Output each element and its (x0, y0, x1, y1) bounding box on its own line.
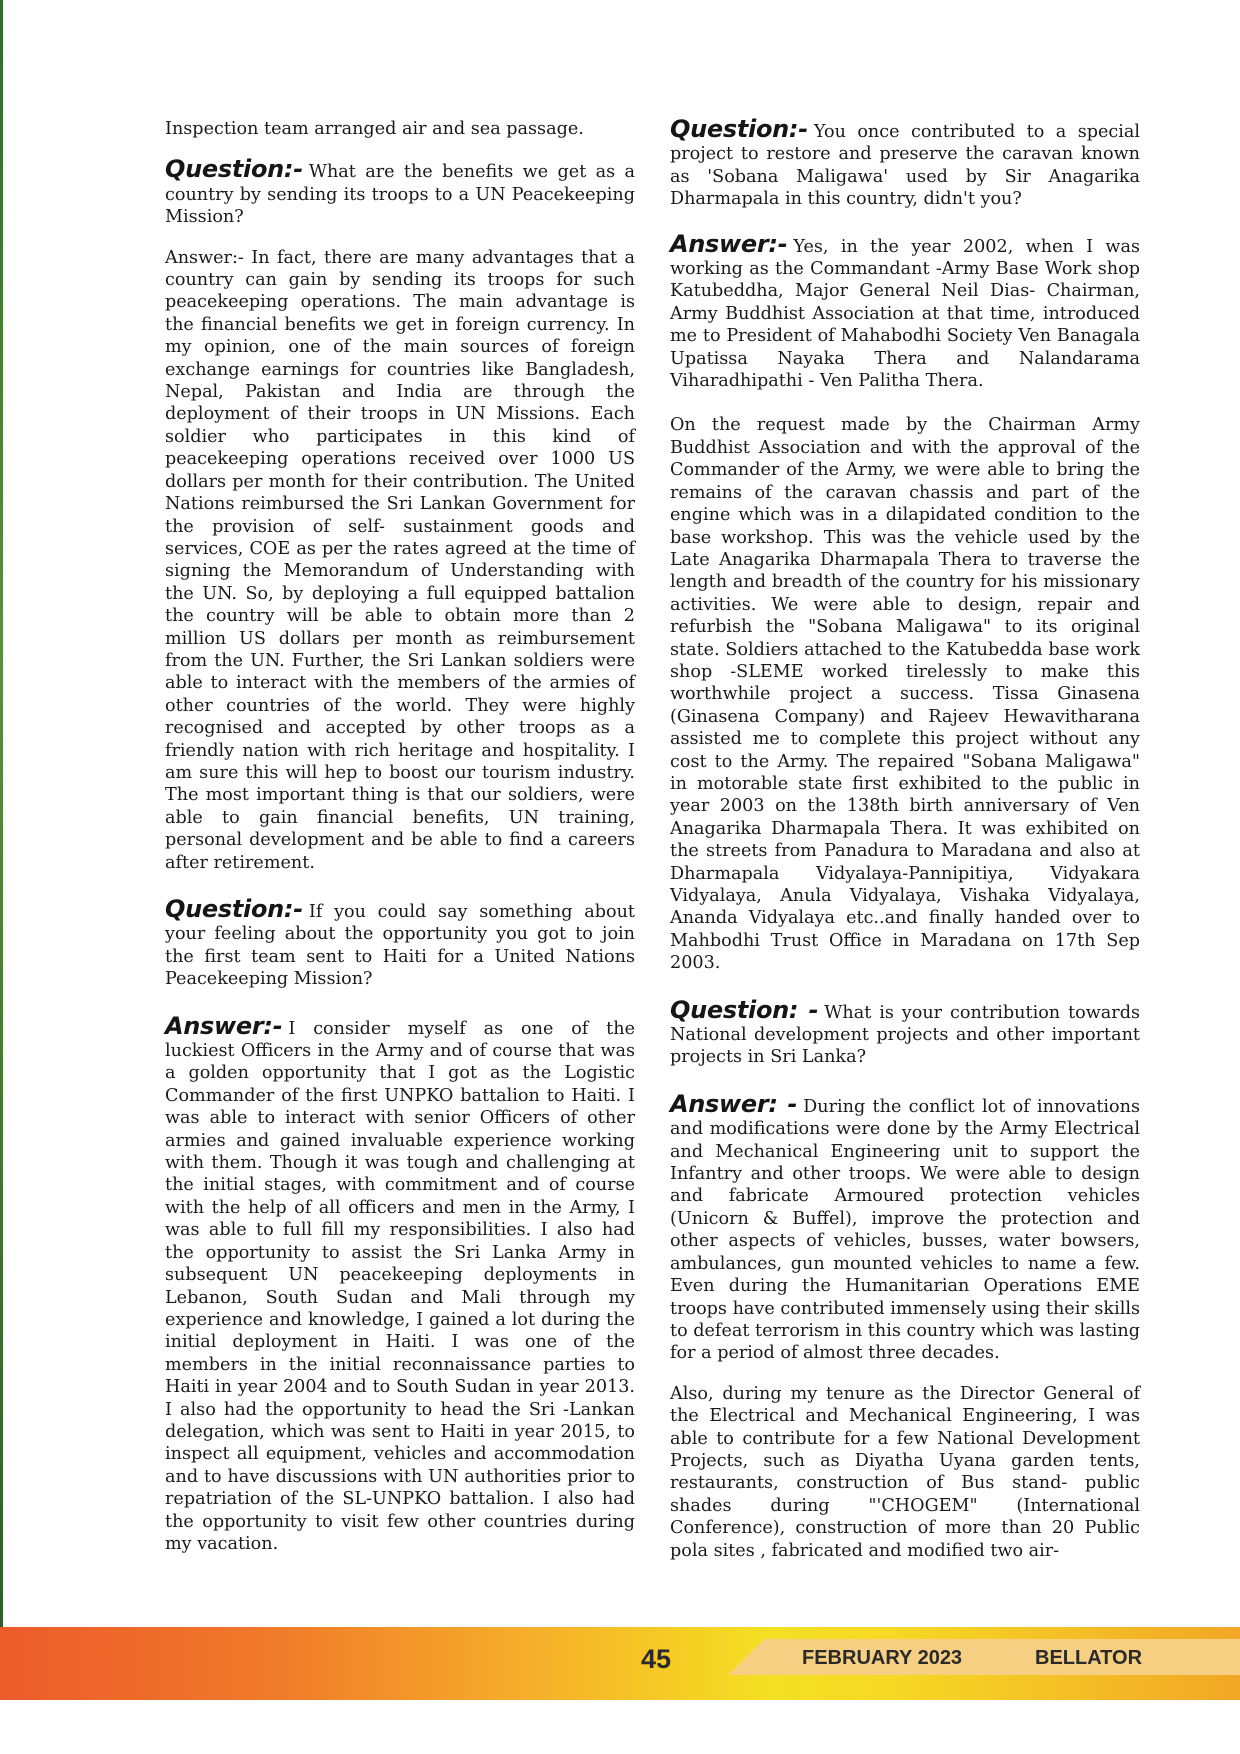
question-label: Question:- (670, 115, 808, 143)
question-text: What is your contribution towards National development projects and other important projects in Sri Lanka? (670, 1002, 1140, 1068)
answer-caravan (670, 229, 1140, 393)
answer-haiti (165, 1011, 635, 1556)
right-column (670, 115, 1140, 1562)
answer-text: During the conflict lot of innovations and modifications were done by the Army Electrical and Mechanical Engineering unit to support the Infantry and other troops. We were able to design and fabricate Armoured protection vehicles (Unicorn & Buffel), improve the protection and other aspects of vehicles, busses, water bowsers, ambulances, gun mounted vehicles to name a few. Even during the Humanitarian Operations EME troops have contributed immensely using their skills to defeat terrorism in this country which was lasting for a period of almost three decades. (670, 1096, 1140, 1364)
page-number: 45 (640, 1644, 672, 1674)
issue-date: FEBRUARY 2023 (802, 1647, 963, 1669)
question-haiti (165, 895, 635, 991)
question-benefits (165, 155, 635, 228)
magazine-name: BELLATOR (1035, 1647, 1143, 1669)
left-column (165, 118, 635, 1555)
answer-text: Yes, in the year 2002, when I was working as the Commandant -Army Base Work shop Katubeddha, Major General Neil Dias- Chairman, Army Buddhist Association at that time, introduced me to President of Mahabodhi Society Ven Banagala Upatissa Nayaka Thera and Nalandarama Viharadhipathi - Ven Palitha Thera. (670, 236, 1140, 392)
answer-benefits: Answer:- In fact, there are many advantages that a country can gain by sending its troops for such peacekeeping operations. The main advantage is the financial benefits we get in foreign currency. In my opinion, one of the main sources of foreign exchange earnings for countries like Bangladesh, Nepal, Pakistan and India are through the deployment of their troops in UN Missions. Each soldier who participates in this kind of peacekeeping operations received over 1000 US dollars per month for their contribution. The United Nations reimbursed the Sri Lankan Government for the provision of self- sustainment goods and services, COE as per the rates agreed at the time of signing the Memorandum of Understanding with the UN. So, by deploying a full equipped battalion the country will be able to obtain more than 2 million US dollars per month as reimbursement from the UN. Further, the Sri Lankan soldiers were able to interact with the members of the armies of other countries of the world. They were highly recognised and accepted by other troops as a friendly nation with rich heritage and hospitality. I am sure this will hep to boost our tourism industry. The most important thing is that our soldiers, were able to gain financial benefits, UN training, personal development and be able to find a careers after retirement. (165, 247, 635, 873)
question-label: Question:- (165, 895, 303, 923)
question-label: Question: - (670, 995, 819, 1024)
question-label: Question:- (165, 155, 303, 184)
answer-national-development (670, 1089, 1140, 1365)
answer-text: I consider myself as one of the luckiest Officers in the Army and of course that was a golden opportunity that I got as the Logistic Commander of the first UNPKO battalion to Haiti. I was able to interact with senior Officers of other armies and gained invaluable experience working with them. Though it was tough and challenging at the initial stages, with commitment and of course with the help of all officers and men in the Army, I was able to full fill my responsibilities. I also had the opportunity to assist the Sri Lanka Army in subsequent UN peacekeeping deployments in Lebanon, South Sudan and Mali through my experience and knowledge, I gained a lot during the initial deployment in Haiti. I was one of the members in the initial reconnaissance parties to Haiti in year 2004 and to South Sudan in year 2013. I also had the opportunity to head the Sri -Lankan delegation, which was sent to Haiti in year 2015, to inspect all equipment, vehicles and accommodation and to have discussions with UN authorities prior to repatriation of the SL-UNPKO battalion. I also had the opportunity to visit few other countries during my vacation. (165, 1018, 635, 1554)
question-caravan (670, 115, 1140, 211)
answer-label: Answer: - (670, 1089, 798, 1118)
answer-label: Answer:- (670, 229, 788, 258)
question-text: What are the benefits we get as a country by sending its troops to a UN Peacekeeping Mission? (165, 162, 635, 228)
question-national-development (670, 995, 1140, 1069)
development-projects-paragraph: Also, during my tenure as the Director General of the Electrical and Mechanical Engineering, I was able to contribute for a few National Development Projects, such as Diyatha Uyana garden tents, restaurants, construction of Bus stand- public shades during "'CHOGEM" (International Conference), construction of more than 20 Public pola sites , fabricated and modified two air- (670, 1383, 1140, 1561)
left-edge-strip (0, 0, 3, 1630)
answer-label: Answer:- (165, 1011, 283, 1040)
page-footer (0, 1627, 1240, 1700)
question-text: If you could say something about your feeling about the opportunity you got to join the first team sent to Haiti for a United Nations Peacekeeping Mission? (165, 902, 635, 990)
caravan-restoration-paragraph: On the request made by the Chairman Army Buddhist Association and with the approval of the Commander of the Army, we were able to bring the remains of the caravan chassis and part of the engine which was in a dilapidated condition to the base workshop. This was the vehicle used by the Late Anagarika Dharmapala Thera to traverse the length and breadth of the country for his missionary activities. We were able to design, repair and refurbish the "Sobana Maligawa" to its original state. Soldiers attached to the Katubedda base work shop -SLEME worked tirelessly to make this worthwhile project a success. Tissa Ginasena (Ginasena Company) and Rajeev Hewavitharana assisted me to complete this project without any cost to the Army. The repaired "Sobana Maligawa" in motorable state first exhibited to the public in year 2003 on the 138th birth anniversary of Ven Anagarika Dharmapala Thera. It was exhibited on the streets from Panadura to Maradana and also at Dharmapala Vidyalaya-Pannipitiya, Vidyakara Vidyalaya, Anula Vidyalaya, Vishaka Vidyalaya, Ananda Vidyalaya etc..and finally handed over to Mahbodhi Trust Office in Maradana on 17th Sep 2003. (670, 415, 1140, 974)
intro-paragraph: Inspection team arranged air and sea passage. (165, 119, 584, 139)
question-text: You once contributed to a special project to restore and preserve the caravan known as 'Sobana Maligawa' used by Sir Anagarika Dharmapala in this country, didn't you? (670, 122, 1140, 210)
